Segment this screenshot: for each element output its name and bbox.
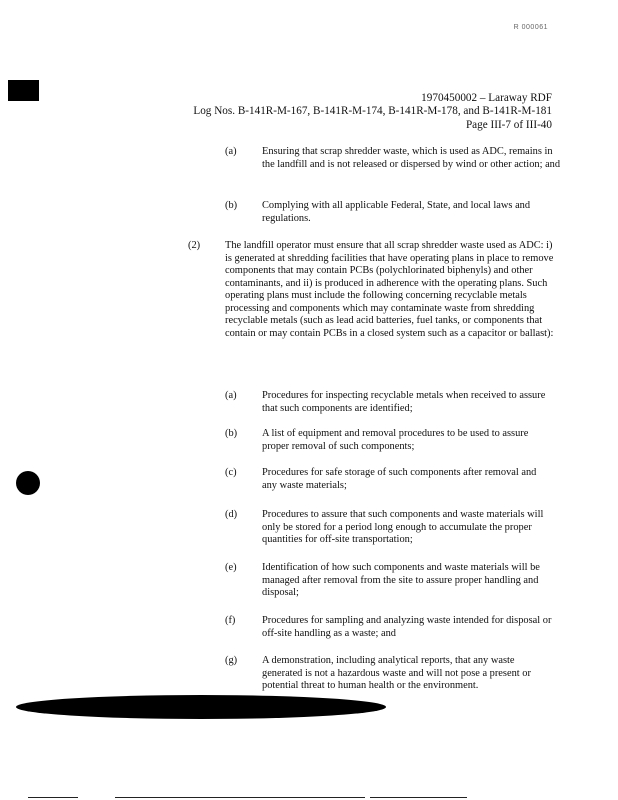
- header-page-number: Page III-7 of III-40: [465, 118, 552, 131]
- item-label: (e): [225, 562, 237, 573]
- item-label: (g): [225, 655, 238, 666]
- footer-rule: [370, 797, 467, 798]
- item-text: Ensuring that scrap shredder waste, which is used as ADC, remains in the landfill and is not released or dispersed by wind or other action; and: [262, 146, 561, 170]
- item-text: Procedures for inspecting recyclable metals when received to assure that such components are identified;: [262, 390, 546, 414]
- item-label: (d): [225, 509, 238, 520]
- page-header: [193, 92, 552, 132]
- item-label: (a): [225, 146, 237, 157]
- item-text: The landfill operator must ensure that all scrap shredder waste used as ADC: i) is generated at shredding facilities that have operating plans in place to remove components that may contain PCBs (polychlorinated biphenyls) and other contaminants, and ii) is produced in adherence with the operating plans. Such operating plans must include the following concerning recyclable metals processing and components which may contaminate waste from shredding recyclable metals (such as lead acid batteries, fuel tanks, or components that contain or may contain PCBs in a closed system such as a capacitor or ballast):: [225, 240, 554, 339]
- item-label: (2): [188, 240, 201, 251]
- item-label: (b): [225, 200, 238, 211]
- item-text: Procedures for safe storage of such components after removal and any waste materials;: [262, 467, 537, 491]
- item-text: A demonstration, including analytical reports, that any waste generated is not a hazardous waste and will not pose a present or potential threat to human health or the environment.: [262, 655, 531, 691]
- punch-hole: [16, 471, 40, 495]
- header-log-numbers: Log Nos. B-141R-M-167, B-141R-M-174, B-141R-M-178, and B-141R-M-181: [193, 105, 552, 118]
- footer-rule: [28, 797, 78, 798]
- item-label: (a): [225, 390, 237, 401]
- item-text: Procedures to assure that such components and waste materials will only be stored for a period long enough to accumulate the proper quantities for off-site transportation;: [262, 509, 544, 545]
- item-label: (f): [225, 615, 236, 626]
- item-text: Procedures for sampling and analyzing waste intended for disposal or off-site handling as a waste; and: [262, 615, 552, 639]
- item-text: A list of equipment and removal procedures to be used to assure proper removal of such components;: [262, 428, 529, 452]
- item-text: Identification of how such components and waste materials will be managed after removal from the site to assure proper handling and disposal;: [262, 562, 540, 598]
- item-text: Complying with all applicable Federal, State, and local laws and regulations.: [262, 200, 531, 224]
- redaction-block: [8, 80, 39, 101]
- punch-hole: [16, 695, 386, 719]
- footer-rule: [115, 797, 365, 798]
- item-label: (b): [225, 428, 238, 439]
- header-permit-id: 1970450002 – Laraway RDF: [421, 92, 552, 104]
- item-label: (c): [225, 467, 237, 478]
- bates-stamp: R 000061: [513, 24, 548, 31]
